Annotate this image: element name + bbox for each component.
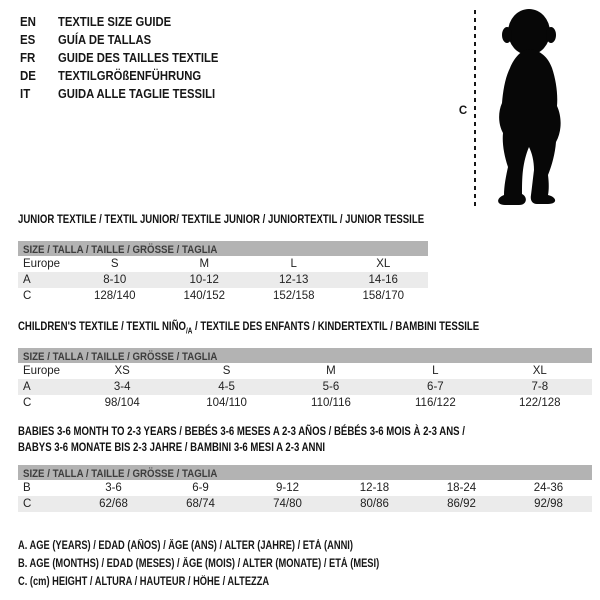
language-code: FR <box>20 51 36 65</box>
footnote-a <box>18 537 464 555</box>
table-cell: 3-6 <box>105 482 122 494</box>
size-header-bar <box>18 241 428 256</box>
table-cell: 62/68 <box>99 498 128 510</box>
baby-silhouette-icon <box>484 6 576 208</box>
table-cell: 7-8 <box>531 381 549 393</box>
table-cell: M <box>326 365 336 377</box>
language-code: EN <box>20 15 36 29</box>
table-cell: XL <box>532 365 547 377</box>
junior-size-table <box>18 241 428 304</box>
table-cell: 80/86 <box>360 498 389 510</box>
table-cell: M <box>199 258 210 270</box>
footnote-c-text: C. (cm) HEIGHT / ALTURA / HAUTEUR / HÖHE / ALTEZZA <box>18 576 270 588</box>
language-row-fr <box>20 49 236 67</box>
footnote-c <box>18 573 464 591</box>
language-code: IT <box>20 87 31 101</box>
table-cell: XL <box>376 258 391 270</box>
table-cell: 5-6 <box>322 381 340 393</box>
table-row-age <box>18 379 592 395</box>
table-row-height <box>18 288 428 304</box>
table-cell: 12-18 <box>359 482 390 494</box>
table-cell: 6-7 <box>427 381 444 393</box>
language-guide-list <box>20 13 236 103</box>
table-cell: 98/104 <box>104 397 140 409</box>
footnote-a-text: A. AGE (YEARS) / EDAD (AÑOS) / ÂGE (ANS) / ALTER (JAHRE) / ETÀ (ANNI) <box>18 540 353 552</box>
table-cell: A <box>23 274 31 286</box>
table-row-age <box>18 272 428 288</box>
table-cell: 140/152 <box>183 290 226 302</box>
table-cell: 14-16 <box>368 274 398 286</box>
table-cell: 74/80 <box>273 498 302 510</box>
table-row-europe <box>18 363 592 379</box>
footnote-b <box>18 555 464 573</box>
table-cell: 104/110 <box>206 397 247 409</box>
table-cell: Europe <box>23 258 61 270</box>
table-cell: 12-13 <box>279 274 309 286</box>
table-cell: A <box>23 381 31 393</box>
children-section-title <box>18 319 594 335</box>
table-cell: 152/158 <box>272 290 315 302</box>
table-cell: C <box>23 290 32 302</box>
table-cell: 86/92 <box>447 498 476 510</box>
language-label: TEXTILGRÖßENFÜHRUNG <box>58 69 202 83</box>
table-cell: 24-36 <box>533 482 564 494</box>
table-cell: 4-5 <box>218 381 235 393</box>
table-cell: 92/98 <box>534 498 563 510</box>
table-cell: L <box>432 365 439 377</box>
babies-size-table <box>18 465 592 512</box>
babies-title-line1: BABIES 3-6 MONTH TO 2-3 YEARS / BEBÉS 3-6 MESES A 2-3 AÑOS / BÉBÉS 3-6 MOIS À 2-3 ANS / <box>18 424 465 438</box>
table-cell: S <box>110 258 119 270</box>
table-cell: 10-12 <box>189 274 219 286</box>
table-cell: B <box>23 482 31 494</box>
table-cell: 158/170 <box>362 290 405 302</box>
table-cell: 3-4 <box>113 381 131 393</box>
table-cell: S <box>222 365 231 377</box>
table-cell: 128/140 <box>93 290 136 302</box>
size-header-bar <box>18 348 592 363</box>
table-cell: 110/116 <box>311 397 351 409</box>
table-row-europe <box>18 256 428 272</box>
table-cell: C <box>23 498 32 510</box>
children-title-prefix: CHILDREN'S TEXTILE / TEXTIL NIÑO <box>18 319 186 333</box>
table-cell: C <box>23 397 32 409</box>
height-measure-label: C <box>458 105 468 117</box>
size-header-bar <box>18 465 592 480</box>
babies-title-line2: BABYS 3-6 MONATE BIS 2-3 JAHRE / BAMBINI 3-6 MESI A 2-3 ANNI <box>18 440 326 454</box>
height-measure-dashed-line <box>474 10 476 206</box>
table-cell: 6-9 <box>192 482 209 494</box>
language-code: ES <box>20 33 36 47</box>
table-cell: L <box>290 258 297 270</box>
children-size-table <box>18 348 592 411</box>
size-header-label: SIZE / TALLA / TAILLE / GRÖSSE / TAGLIA <box>23 244 218 256</box>
footnote-b-text: B. AGE (MONTHS) / EDAD (MESES) / ÂGE (MOIS) / ALTER (MONATE) / ETÀ (MESI) <box>18 558 380 570</box>
language-label: GUIDE DES TAILLES TEXTILE <box>58 51 219 65</box>
junior-section-title-text: JUNIOR TEXTILE / TEXTIL JUNIOR/ TEXTILE JUNIOR / JUNIORTEXTIL / JUNIOR TESSILE <box>18 212 425 226</box>
size-header-label: SIZE / TALLA / TAILLE / GRÖSSE / TAGLIA <box>23 351 218 363</box>
table-cell: 9-12 <box>275 482 300 494</box>
table-cell: 68/74 <box>186 498 215 510</box>
language-label: GUIDA ALLE TAGLIE TESSILI <box>58 87 216 101</box>
language-row-de <box>20 67 236 85</box>
table-row-age-months <box>18 480 592 496</box>
table-cell: XS <box>114 365 130 377</box>
language-code: DE <box>20 69 36 83</box>
table-cell: 116/122 <box>415 397 456 409</box>
language-row-it <box>20 85 236 103</box>
language-label: GUÍA DE TALLAS <box>58 33 152 47</box>
table-cell: 18-24 <box>446 482 477 494</box>
children-section-title-text <box>18 319 479 335</box>
children-title-subscript: /A <box>185 326 193 336</box>
table-cell: Europe <box>23 365 61 377</box>
language-row-en <box>20 13 236 31</box>
table-cell: 122/128 <box>518 397 561 409</box>
children-title-suffix: / TEXTILE DES ENFANTS / KINDERTEXTIL / BAMBINI TESSILE <box>192 319 480 333</box>
babies-section-title <box>18 423 577 455</box>
table-cell: 8-10 <box>103 274 127 286</box>
language-label: TEXTILE SIZE GUIDE <box>58 15 172 29</box>
size-header-label: SIZE / TALLA / TAILLE / GRÖSSE / TAGLIA <box>23 468 218 480</box>
language-row-es <box>20 31 236 49</box>
table-row-height <box>18 395 592 411</box>
junior-section-title <box>18 212 526 226</box>
legend-footnotes <box>18 537 464 591</box>
table-row-height <box>18 496 592 512</box>
